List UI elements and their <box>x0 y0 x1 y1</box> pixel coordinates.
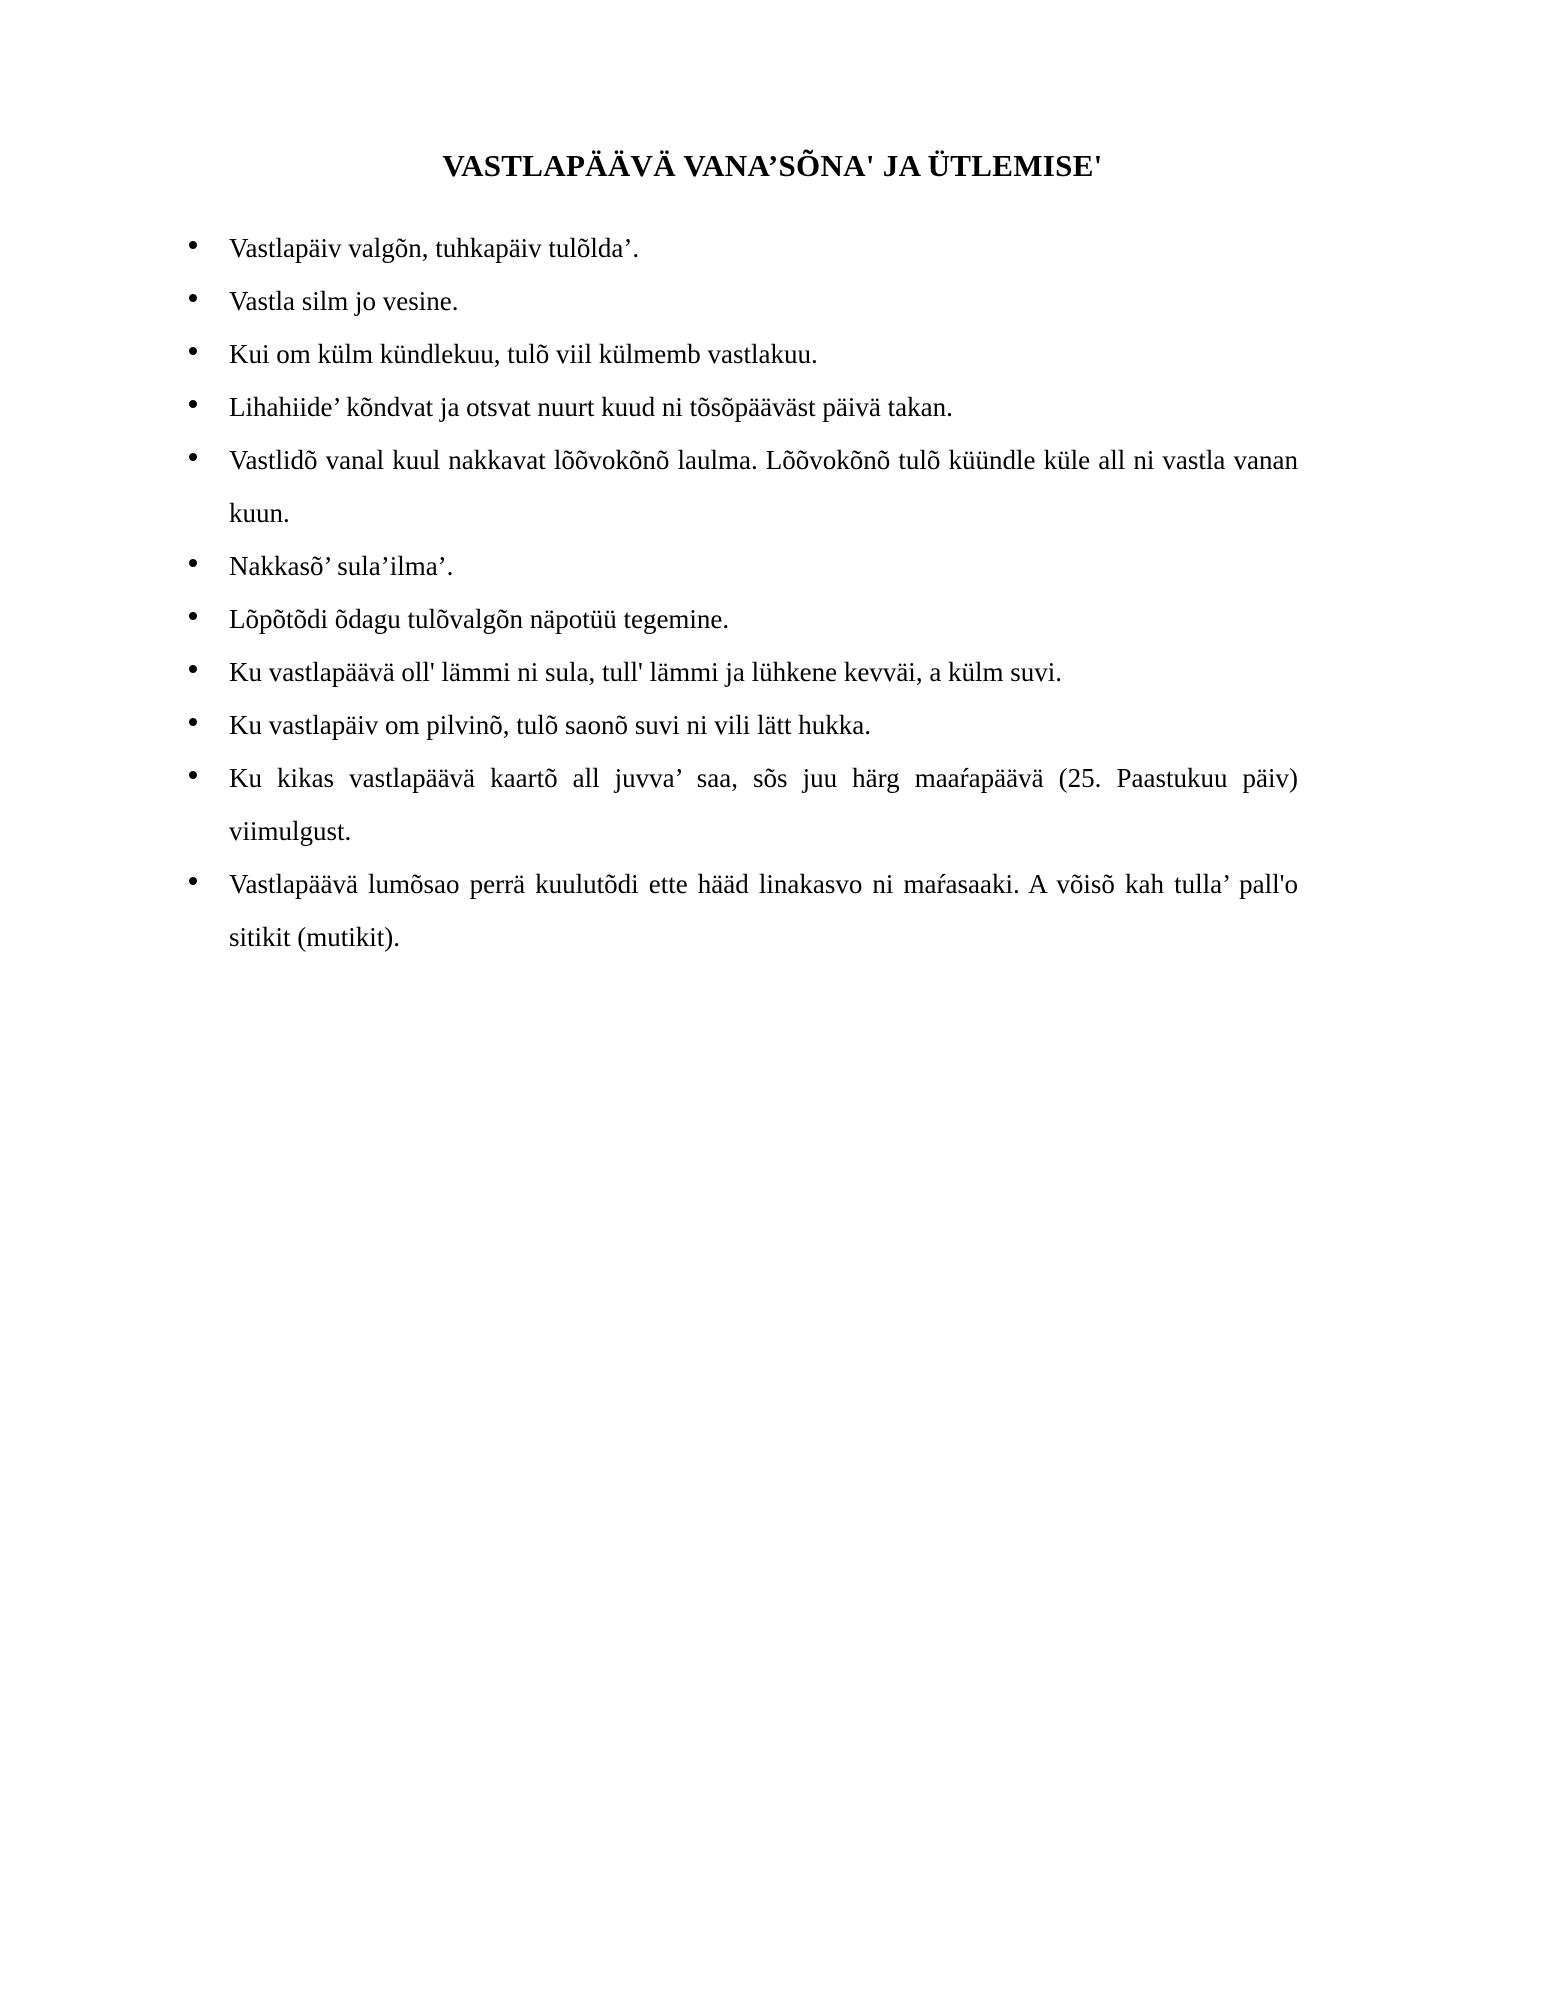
list-item-text: Vastlidõ vanal kuul nakkavat lõõvokõnõ laulma. Lõõvokõnõ tulõ küündle küle all ni vastla vanan kuun. <box>229 444 1298 528</box>
list-item <box>229 593 1298 646</box>
list-item-text: Vastlapäävä lumõsao perrä kuulutõdi ette hääd linakasvo ni maŕasaaki. A võisõ kah tulla’ pall'o sitikit (mutikit). <box>229 868 1298 952</box>
list-item-text: Kui om külm kündlekuu, tulõ viil külmemb vastlakuu. <box>229 338 818 369</box>
bullet-icon <box>183 699 203 752</box>
list-item <box>229 540 1298 593</box>
list-item <box>229 275 1298 328</box>
list-item <box>229 858 1298 964</box>
list-item-text: Ku vastlapäävä oll' lämmi ni sula, tull' lämmi ja lühkene kevväi, a külm suvi. <box>229 656 1063 687</box>
bullet-icon <box>183 381 203 434</box>
list-item-text: Vastlapäiv valgõn, tuhkapäiv tulõlda’. <box>229 232 640 263</box>
bullet-icon <box>183 222 203 275</box>
bullet-icon <box>183 752 203 805</box>
list-item-text: Lõpõtõdi õdagu tulõvalgõn näpotüü tegemine. <box>229 603 730 634</box>
list-item-text: Vastla silm jo vesine. <box>229 285 459 316</box>
list-item <box>229 328 1298 381</box>
document-body <box>0 0 1545 964</box>
page-title: VASTLAPÄÄVÄ VANA’SÕNA' JA ÜTLEMISE' <box>442 148 1103 183</box>
bullet-icon <box>183 593 203 646</box>
list-item <box>229 381 1298 434</box>
list-item-text: Lihahiide’ kõndvat ja otsvat nuurt kuud ni tõsõpääväst päivä takan. <box>229 391 953 422</box>
bullet-icon <box>183 858 203 911</box>
list-item-text: Ku vastlapäiv om pilvinõ, tulõ saonõ suvi ni vili lätt hukka. <box>229 709 871 740</box>
bullet-icon <box>183 328 203 381</box>
list-item <box>229 646 1298 699</box>
bullet-icon <box>183 540 203 593</box>
list-item-text: Ku kikas vastlapäävä kaartõ all juvva’ saa, sõs juu härg maaŕapäävä (25. Paastukuu päiv) viimulgust. <box>229 762 1298 846</box>
proverb-list <box>0 184 1545 964</box>
list-item <box>229 699 1298 752</box>
bullet-icon <box>183 646 203 699</box>
bullet-icon <box>183 275 203 328</box>
list-item <box>229 752 1298 858</box>
list-item-text: Nakkasõ’ sula’ilma’. <box>229 550 454 581</box>
bullet-icon <box>183 434 203 487</box>
list-item <box>229 222 1298 275</box>
list-item <box>229 434 1298 540</box>
